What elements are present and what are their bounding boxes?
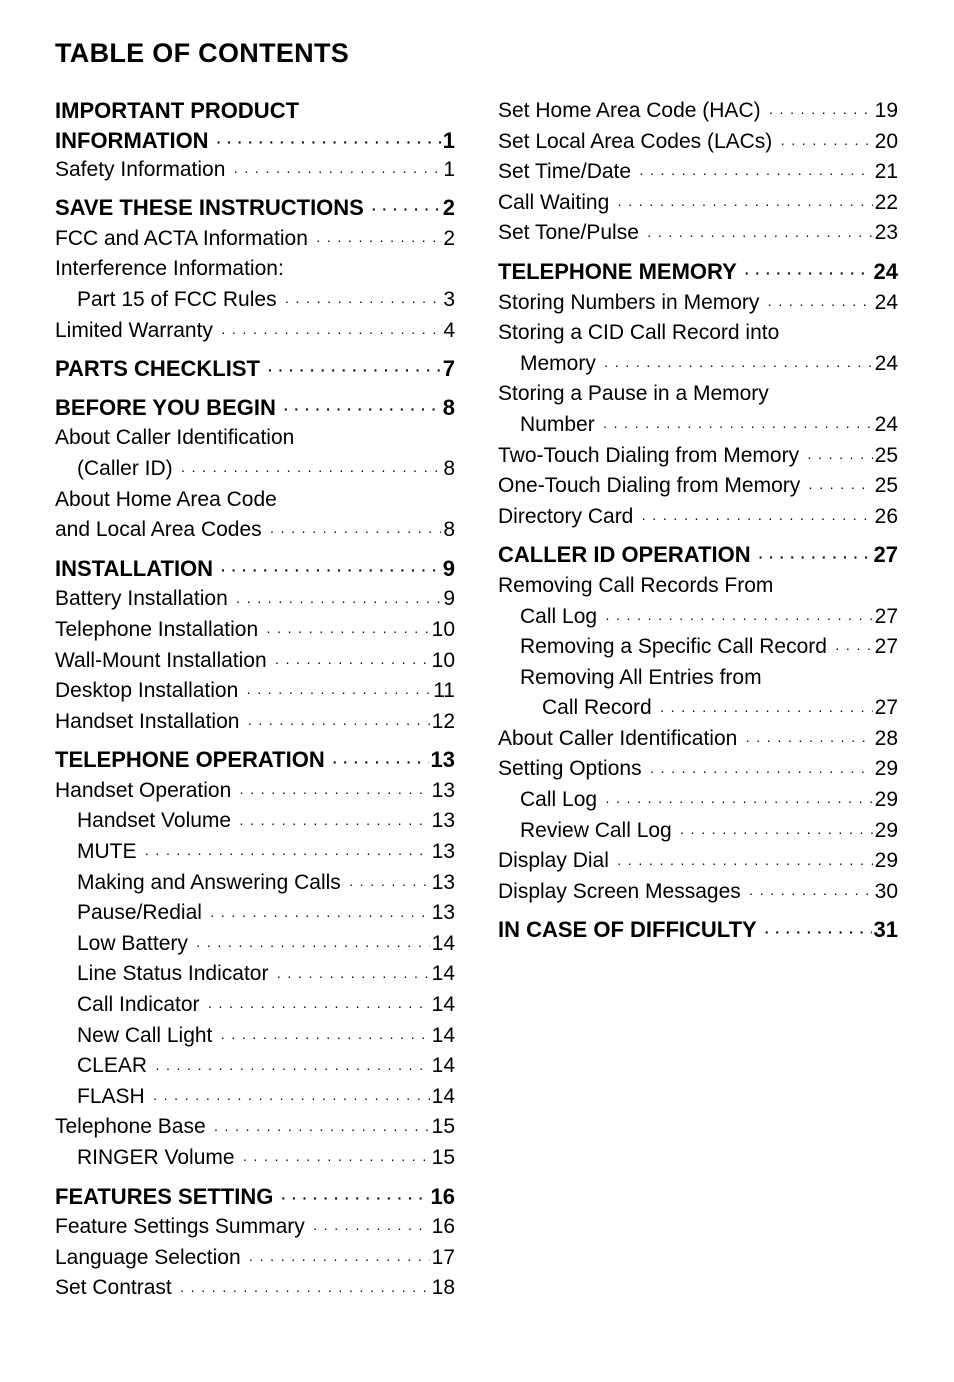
toc-page-number: 13 xyxy=(431,840,455,864)
toc-entry-label: MUTE xyxy=(77,840,137,864)
toc-section-heading xyxy=(55,745,455,776)
toc-entry xyxy=(498,602,898,633)
toc-page-number: 27 xyxy=(874,604,898,628)
dot-leader xyxy=(835,641,873,655)
toc-entry-label: Limited Warranty xyxy=(55,318,213,342)
toc-entry-label: CALLER ID OPERATION xyxy=(498,542,751,568)
dot-leader xyxy=(617,197,872,211)
dot-leader xyxy=(220,1030,429,1044)
toc-page-number: 3 xyxy=(443,287,455,311)
dot-leader xyxy=(217,135,441,149)
toc-page-number: 24 xyxy=(873,258,898,284)
toc-entry-label: Display Dial xyxy=(498,849,609,873)
toc-entry-label: Memory xyxy=(520,351,596,375)
toc-section-heading xyxy=(498,915,898,946)
toc-page-number: 18 xyxy=(431,1276,455,1300)
dot-leader xyxy=(759,550,872,564)
toc-entry-label: Wall-Mount Installation xyxy=(55,648,267,672)
toc-page-number: 23 xyxy=(874,221,898,245)
toc-entry-label: FEATURES SETTING xyxy=(55,1183,274,1209)
dot-leader xyxy=(243,1152,430,1166)
toc-entry xyxy=(55,485,455,516)
toc-page-number: 30 xyxy=(874,879,898,903)
toc-entry xyxy=(55,806,455,837)
toc-page-number: 25 xyxy=(874,474,898,498)
toc-entry xyxy=(55,155,455,186)
toc-entry-label: Review Call Log xyxy=(520,818,672,842)
dot-leader xyxy=(196,938,430,952)
toc-entry-label: Call Indicator xyxy=(77,993,200,1017)
toc-entry-label: Set Home Area Code (HAC) xyxy=(498,99,761,122)
toc-page-number: 29 xyxy=(874,849,898,873)
toc-page-number: 28 xyxy=(874,726,898,750)
toc-column-left xyxy=(55,96,455,1304)
toc-page-number: 14 xyxy=(431,993,455,1017)
toc-page-number: 10 xyxy=(431,617,455,641)
toc-entry xyxy=(55,1112,455,1143)
toc-entry xyxy=(55,454,455,485)
toc-page-number: 10 xyxy=(431,648,455,672)
toc-page-number: 24 xyxy=(874,412,898,436)
toc-entry xyxy=(55,776,455,807)
dot-leader xyxy=(650,764,873,778)
toc-entry-label: About Caller Identification xyxy=(55,426,295,450)
toc-entry-label: Call Record xyxy=(542,696,652,720)
toc-entry xyxy=(498,157,898,188)
toc-page-number: 13 xyxy=(431,901,455,925)
toc-entry xyxy=(498,571,898,602)
toc-entry xyxy=(55,707,455,738)
toc-entry xyxy=(55,254,455,285)
toc-entry-label: Making and Answering Calls xyxy=(77,870,341,894)
dot-leader xyxy=(808,480,872,494)
toc-entry xyxy=(55,316,455,347)
toc-page-number: 19 xyxy=(874,99,898,122)
dot-leader xyxy=(313,1221,430,1235)
dot-leader xyxy=(239,785,429,799)
dot-leader xyxy=(680,825,873,839)
toc-page-number: 29 xyxy=(874,757,898,781)
toc-entry-label: Language Selection xyxy=(55,1245,241,1269)
toc-entry xyxy=(498,349,898,380)
toc-page-number: 24 xyxy=(874,351,898,375)
toc-entry xyxy=(55,837,455,868)
dot-leader xyxy=(316,233,441,247)
toc-page-number: 22 xyxy=(874,190,898,214)
toc-entry xyxy=(498,471,898,502)
dot-leader xyxy=(603,419,873,433)
dot-leader xyxy=(765,925,872,939)
toc-entry xyxy=(55,1051,455,1082)
toc-entry xyxy=(55,423,455,454)
toc-page-number: 9 xyxy=(443,587,455,611)
toc-entry-label: New Call Light xyxy=(77,1023,213,1047)
dot-leader xyxy=(266,624,429,638)
dot-leader xyxy=(275,655,430,669)
toc-entry xyxy=(55,990,455,1021)
dot-leader xyxy=(745,733,872,747)
dot-leader xyxy=(639,166,873,180)
toc-entry-label: Removing All Entries from xyxy=(520,665,762,689)
toc-entry-label: INSTALLATION xyxy=(55,555,214,581)
toc-page-number: 13 xyxy=(430,747,455,773)
toc-entry xyxy=(498,379,898,410)
dot-leader xyxy=(236,594,442,608)
toc-entry xyxy=(55,515,455,546)
toc-page-number: 29 xyxy=(874,788,898,812)
toc-entry-label: Battery Installation xyxy=(55,587,228,611)
dot-leader xyxy=(604,358,873,372)
toc-section-heading xyxy=(55,1182,455,1213)
toc-page-number: 16 xyxy=(431,1215,455,1239)
toc-entry xyxy=(55,1243,455,1274)
dot-leader xyxy=(276,969,429,983)
dot-leader xyxy=(246,685,431,699)
dot-leader xyxy=(208,999,430,1013)
toc-page-number: 27 xyxy=(874,696,898,720)
toc-entry xyxy=(55,646,455,677)
toc-entry xyxy=(55,959,455,990)
toc-page-number: 27 xyxy=(874,635,898,659)
toc-page-number: 13 xyxy=(431,870,455,894)
toc-entry xyxy=(498,218,898,249)
toc-entry xyxy=(55,285,455,316)
dot-leader xyxy=(285,294,442,308)
toc-entry-label: Number xyxy=(520,412,595,436)
toc-entry-label: RINGER Volume xyxy=(77,1146,235,1169)
toc-page-number: 14 xyxy=(431,1023,455,1047)
dot-leader xyxy=(780,136,872,150)
toc-entry-label: Feature Settings Summary xyxy=(55,1215,305,1239)
dot-leader xyxy=(247,716,429,730)
dot-leader xyxy=(372,202,441,216)
toc-entry-label: Interference Information: xyxy=(55,257,284,281)
dot-leader xyxy=(268,363,441,377)
toc-entry xyxy=(498,502,898,533)
toc-entry-label: IMPORTANT PRODUCT xyxy=(55,98,300,123)
dot-leader xyxy=(660,703,873,717)
dot-leader xyxy=(284,402,441,416)
dot-leader xyxy=(769,105,873,119)
toc-entry-label: Storing a CID Call Record into xyxy=(498,321,780,345)
toc-entry-label: Call Log xyxy=(520,604,598,628)
toc-entry-label: Removing a Specific Call Record xyxy=(520,635,827,659)
dot-leader xyxy=(270,524,442,538)
toc-entry-label: One-Touch Dialing from Memory xyxy=(498,474,801,498)
toc-page-number: 13 xyxy=(431,809,455,833)
toc-page-number: 15 xyxy=(431,1146,455,1169)
toc-section-heading xyxy=(55,193,455,224)
toc-entry xyxy=(498,410,898,441)
toc-entry-label: About Home Area Code xyxy=(55,487,277,511)
toc-page-number: 26 xyxy=(874,504,898,528)
toc-entry xyxy=(498,663,898,694)
toc-page-number: 1 xyxy=(443,157,455,181)
toc-page-number: 2 xyxy=(443,226,455,250)
toc-entry xyxy=(498,754,898,785)
toc-entry-label: TELEPHONE OPERATION xyxy=(55,747,325,773)
dot-leader xyxy=(641,511,872,525)
toc-section-heading xyxy=(55,354,455,385)
toc-entry-label: SAVE THESE INSTRUCTIONS xyxy=(55,195,364,221)
page-title: TABLE OF CONTENTS xyxy=(55,38,350,68)
dot-leader xyxy=(745,266,872,280)
dot-leader xyxy=(233,164,441,178)
toc-entry-label: Handset Operation xyxy=(55,778,232,802)
toc-page-number: 14 xyxy=(431,1084,455,1108)
toc-page-number: 15 xyxy=(431,1115,455,1139)
toc-page-number: 29 xyxy=(874,818,898,842)
toc-section-heading xyxy=(55,127,455,155)
dot-leader xyxy=(605,611,873,625)
toc-column-right xyxy=(498,96,898,946)
toc-entry xyxy=(498,188,898,219)
dot-leader xyxy=(807,450,873,464)
toc-entry-label: and Local Area Codes xyxy=(55,518,262,542)
toc-entry xyxy=(55,1021,455,1052)
toc-section-heading xyxy=(498,540,898,571)
toc-entry-label: Handset Volume xyxy=(77,809,232,833)
dot-leader xyxy=(249,1252,430,1266)
dot-leader xyxy=(153,1091,430,1105)
toc-entry xyxy=(498,877,898,908)
toc-entry xyxy=(498,846,898,877)
toc-page-number: 13 xyxy=(431,778,455,802)
toc-entry-label: Two-Touch Dialing from Memory xyxy=(498,443,800,467)
toc-entry-label: Pause/Redial xyxy=(77,901,202,925)
toc-entry-label: (Caller ID) xyxy=(77,456,173,480)
toc-entry xyxy=(55,615,455,646)
dot-leader xyxy=(210,908,430,922)
toc-entry xyxy=(55,1082,455,1113)
toc-entry xyxy=(498,318,898,349)
toc-page-number: 21 xyxy=(874,160,898,184)
toc-entry-label: BEFORE YOU BEGIN xyxy=(55,394,276,420)
toc-entry xyxy=(55,868,455,899)
dot-leader xyxy=(605,794,873,808)
toc-entry-label: Directory Card xyxy=(498,504,634,528)
toc-entry xyxy=(498,288,898,319)
toc-entry xyxy=(55,676,455,707)
dot-leader xyxy=(767,297,872,311)
toc-section-heading xyxy=(55,393,455,424)
toc-entry-label: Low Battery xyxy=(77,931,188,955)
toc-entry xyxy=(55,1273,455,1304)
toc-entry xyxy=(498,96,898,127)
toc-page-number: 4 xyxy=(443,318,455,342)
toc-entry-label: Telephone Installation xyxy=(55,617,259,641)
toc-section-heading xyxy=(498,257,898,288)
toc-entry-label: FLASH xyxy=(77,1084,145,1108)
dot-leader xyxy=(749,886,873,900)
dot-leader xyxy=(349,877,430,891)
toc-entry-label: Set Contrast xyxy=(55,1276,172,1300)
toc-page-number: 14 xyxy=(431,931,455,955)
toc-entry xyxy=(55,1212,455,1243)
toc-page-number: 8 xyxy=(443,518,455,542)
toc-entry-label: Safety Information xyxy=(55,157,226,181)
toc-entry-label: Call Waiting xyxy=(498,190,610,214)
toc-page-number: 17 xyxy=(431,1245,455,1269)
toc-entry xyxy=(498,816,898,847)
dot-leader xyxy=(333,755,429,769)
toc-section-heading xyxy=(55,554,455,585)
toc-entry-label: IN CASE OF DIFFICULTY xyxy=(498,917,757,943)
toc-entry-label: Set Time/Date xyxy=(498,160,632,184)
toc-entry xyxy=(55,224,455,255)
toc-page-number: 9 xyxy=(442,555,455,581)
dot-leader xyxy=(181,463,442,477)
dot-leader xyxy=(617,856,873,870)
dot-leader xyxy=(221,325,441,339)
dot-leader xyxy=(214,1122,430,1136)
toc-entry xyxy=(55,929,455,960)
toc-entry-label: Call Log xyxy=(520,788,598,812)
toc-entry-label: TELEPHONE MEMORY xyxy=(498,258,737,284)
dot-leader xyxy=(647,228,873,242)
toc-entry-label: Set Tone/Pulse xyxy=(498,221,639,245)
toc-entry-label: Storing Numbers in Memory xyxy=(498,290,760,314)
dot-leader xyxy=(155,1061,430,1075)
toc-page-number: 8 xyxy=(442,394,455,420)
toc-page-number: 31 xyxy=(873,917,898,943)
toc-entry-label: Removing Call Records From xyxy=(498,573,774,597)
toc-entry-label: CLEAR xyxy=(77,1054,148,1078)
toc-entry-label: Handset Installation xyxy=(55,709,240,733)
toc-entry xyxy=(55,898,455,929)
toc-entry xyxy=(55,1143,455,1174)
toc-page-number: 14 xyxy=(431,1054,455,1078)
toc-page-number: 12 xyxy=(431,709,455,733)
toc-page-number: 24 xyxy=(874,290,898,314)
dot-leader xyxy=(281,1191,428,1205)
toc-page-number: 2 xyxy=(442,195,455,221)
toc-section-heading xyxy=(55,96,455,127)
toc-page-number: 7 xyxy=(442,356,455,382)
toc-page-number: 11 xyxy=(433,679,455,703)
toc-entry-label: INFORMATION xyxy=(55,127,209,153)
dot-leader xyxy=(180,1283,430,1297)
dot-leader xyxy=(221,563,441,577)
toc-entry xyxy=(498,693,898,724)
toc-entry-label: FCC and ACTA Information xyxy=(55,226,308,250)
toc-page-number: 20 xyxy=(874,129,898,153)
toc-entry xyxy=(498,724,898,755)
toc-page-number: 25 xyxy=(874,443,898,467)
toc-entry-label: Telephone Base xyxy=(55,1115,206,1139)
toc-entry-label: PARTS CHECKLIST xyxy=(55,356,260,382)
toc-entry xyxy=(498,785,898,816)
toc-entry-label: Part 15 of FCC Rules xyxy=(77,287,277,311)
toc-entry xyxy=(498,127,898,158)
toc-entry-label: Line Status Indicator xyxy=(77,962,269,986)
toc-entry-label: Display Screen Messages xyxy=(498,879,741,903)
toc-page-number: 27 xyxy=(873,542,898,568)
toc-entry xyxy=(498,441,898,472)
toc-page-number: 1 xyxy=(442,127,455,153)
dot-leader xyxy=(239,816,430,830)
toc-entry xyxy=(498,632,898,663)
toc-page-number: 8 xyxy=(443,456,455,480)
dot-leader xyxy=(145,846,430,860)
toc-entry-label: Storing a Pause in a Memory xyxy=(498,382,769,406)
toc-entry-label: Setting Options xyxy=(498,757,642,781)
toc-entry-label: Desktop Installation xyxy=(55,679,239,703)
toc-entry-label: About Caller Identification xyxy=(498,726,738,750)
toc-entry-label: Set Local Area Codes (LACs) xyxy=(498,129,773,153)
toc-page-number: 14 xyxy=(431,962,455,986)
toc-entry xyxy=(55,584,455,615)
toc-page-number: 16 xyxy=(430,1183,455,1209)
